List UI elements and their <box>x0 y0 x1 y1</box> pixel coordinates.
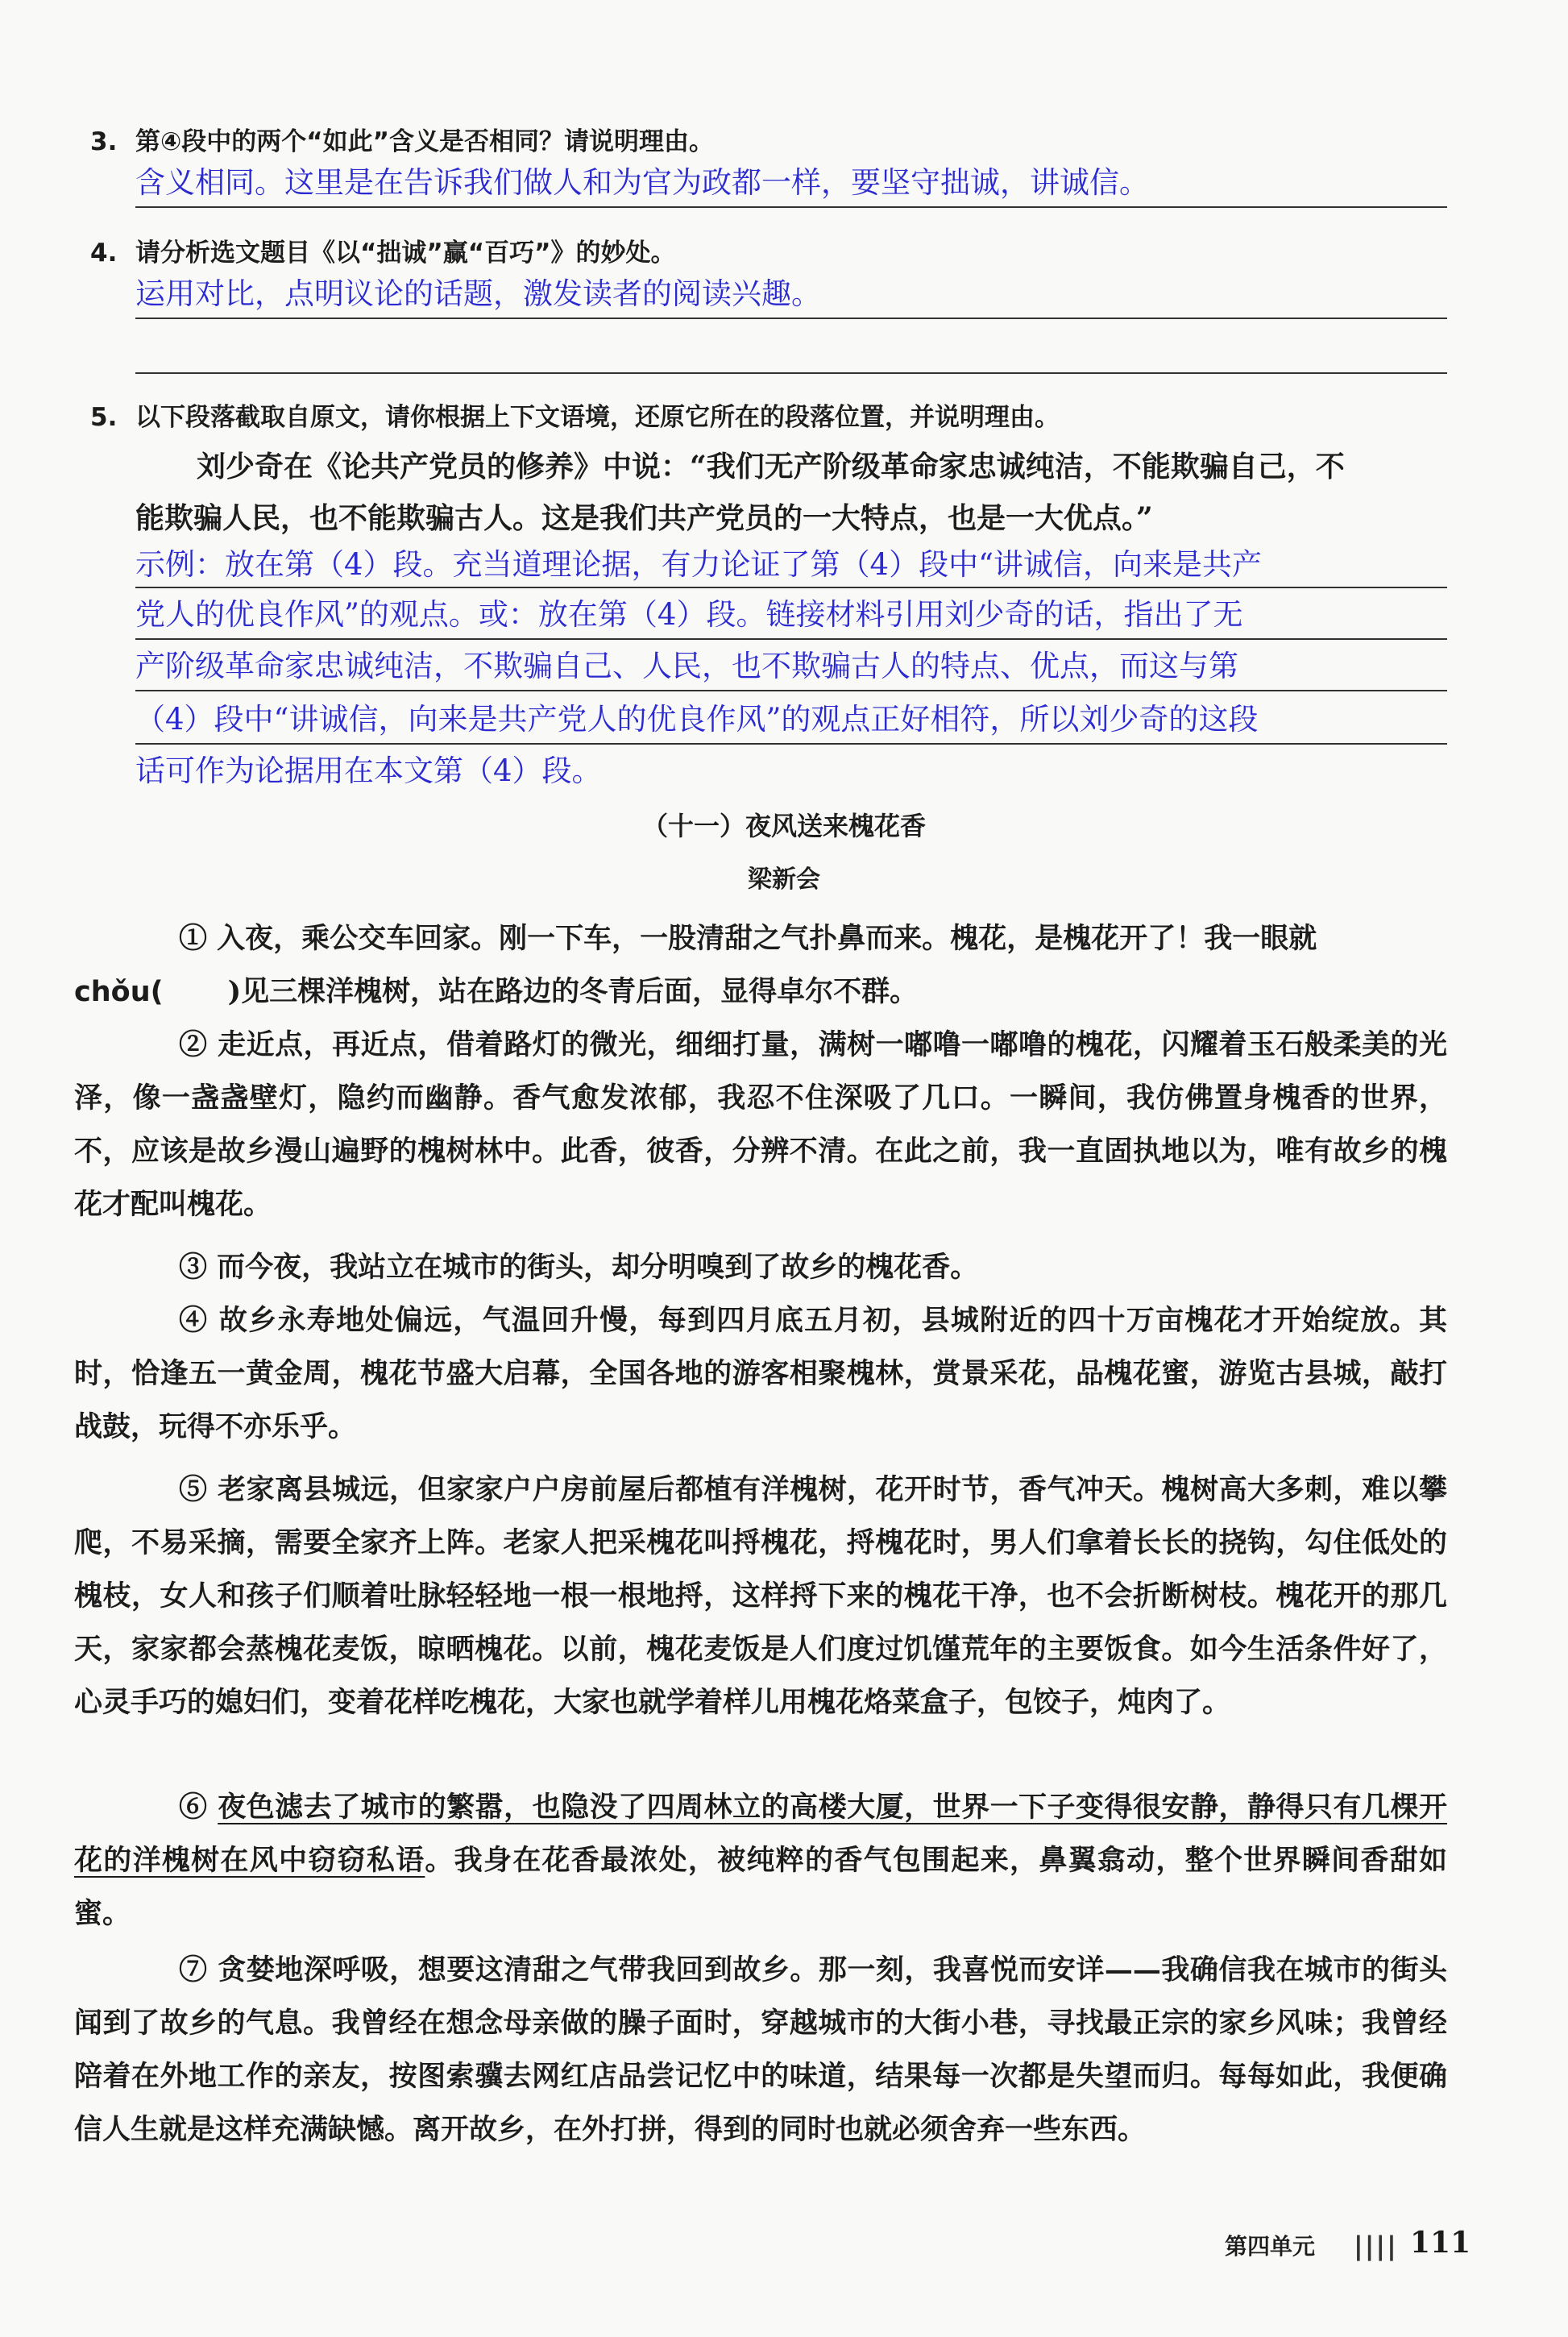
paragraph-3: ③ 而今夜，我站立在城市的街头，却分明嗅到了故乡的槐花香。 <box>179 1251 979 1284</box>
underlined-sentence: 夜色滤去了城市的繁嚣，也隐没了四周林立的高楼大厦，世界一下子变得很安静，静得只有几棵开花的洋槐树在风中窃窃私语 <box>74 1791 1447 1877</box>
answer-line <box>135 318 1447 319</box>
quoted-passage-line-1: 刘少奇在《论共产党员的修养》中说：“我们无产阶级革命家忠诚纯洁，不能欺骗自己，不 <box>197 450 1345 484</box>
question-number: 3. <box>90 127 118 156</box>
paragraph-5: ⑤ 老家离县城远，但家家户户房前屋后都植有洋槐树，花开时节，香气冲天。槐树高大多刺，难以攀爬，不易采摘，需要全家齐上阵。老家人把采槐花叫捋槐花，捋槐花时，男人们拿着长长的挠钩，勾住低处的槐枝，女人和孩子们顺着吐脉轻轻地一根一根地捋，这样捋下来的槐花干净，也不会折断树枝。槐花开的那几天，家家都会蒸槐花麦饭，晾晒槐花。以前，槐花麦饭是人们度过饥馑荒年的主要饭食。如今生活条件好了，心灵手巧的媳妇们，变着花样吃槐花，大家也就学着样儿用槐花烙菜盒子，包饺子，炖肉了。 <box>74 1473 1447 1719</box>
paragraph-1-text: ① 入夜，乘公交车回家。刚一下车，一股清甜之气扑鼻而来。槐花，是槐花开了！我一眼就 <box>179 922 1317 955</box>
answer-line <box>135 690 1447 691</box>
pinyin-blank[interactable] <box>74 976 228 1008</box>
answer-5-line-3: 产阶级革命家忠诚纯洁，不欺骗自己、人民，也不欺骗古人的特点、优点，而这与第 <box>135 649 1238 683</box>
footer-bars-icon: |||| <box>1354 2231 1398 2261</box>
answer-4: 运用对比，点明议论的话题，激发读者的阅读兴趣。 <box>135 276 821 311</box>
answer-3: 含义相同。这里是在告诉我们做人和为官为政都一样，要坚守拙诚，讲诚信。 <box>135 165 1149 200</box>
paragraph-2: ② 走近点，再近点，借着路灯的微光，细细打量，满树一嘟噜一嘟噜的槐花，闪耀着玉石般柔美的光泽，像一盏盏壁灯，隐约而幽静。香气愈发浓郁，我忍不住深吸了几口。一瞬间，我仿佛置身槐香的世界，不，应该是故乡漫山遍野的槐树林中。此香，彼香，分辨不清。在此之前，我一直固执地以为，唯有故乡的槐花才配叫槐花。 <box>74 1028 1447 1221</box>
question-number: 5. <box>90 403 118 432</box>
answer-line <box>135 743 1447 745</box>
answer-line <box>135 638 1447 640</box>
question-text: 请分析选文题目《以“拙诚”赢“百巧”》的妙处。 <box>135 239 676 268</box>
unit-label: 第四单元 <box>1225 2233 1316 2260</box>
answer-5-line-4: （4）段中“讲诚信，向来是共产党人的优良作风”的观点正好相符，所以刘少奇的这段 <box>135 702 1259 737</box>
article-author: 梁新会 <box>748 865 820 894</box>
paragraph-6-prefix: ⑥ <box>179 1791 218 1824</box>
answer-5-line-2: 党人的优良作风”的观点。或：放在第（4）段。链接材料引用刘少奇的话，指出了无 <box>135 597 1243 632</box>
paragraph-7: ⑦ 贪婪地深呼吸，想要这清甜之气带我回到故乡。那一刻，我喜悦而安详——我确信我在城市的街头闻到了故乡的气息。我曾经在想念母亲做的臊子面时，穿越城市的大街小巷，寻找最正宗的家乡风味；我曾经陪着在外地工作的亲友，按图索骥去网红店品尝记忆中的味道，结果每一次都是失望而归。每每如此，我便确信人生就是这样充满缺憾。离开故乡，在外打拼，得到的同时也就必须舍弃一些东西。 <box>74 1953 1447 2146</box>
pinyin-text: chǒu( <box>74 976 164 1008</box>
paragraph-1 <box>74 912 1447 1019</box>
question-5 <box>90 396 1060 433</box>
question-3 <box>90 121 714 157</box>
answer-line <box>135 206 1447 208</box>
paragraph-6 <box>74 1781 1447 1941</box>
article-title: （十一）夜风送来槐花香 <box>641 811 926 841</box>
answer-5-line-5: 话可作为论据用在本文第（4）段。 <box>135 753 602 788</box>
answer-line <box>135 587 1447 588</box>
answer-5-line-1: 示例：放在第（4）段。充当道理论据，有力论证了第（4）段中“讲诚信，向来是共产 <box>135 547 1262 582</box>
question-number: 4. <box>90 239 118 268</box>
page-number: 111 <box>1410 2226 1471 2260</box>
paragraph-4: ④ 故乡永寿地处偏远，气温回升慢，每到四月底五月初，县城附近的四十万亩槐花才开始绽放。其时，恰逢五一黄金周，槐花节盛大启幕，全国各地的游客相聚槐林，赏景采花，品槐花蜜，游览古县城，敲打战鼓，玩得不亦乐乎。 <box>74 1304 1447 1443</box>
question-4 <box>90 232 676 268</box>
answer-line <box>135 372 1447 374</box>
quoted-passage-line-2: 能欺骗人民，也不能欺骗古人。这是我们共产党员的一大特点，也是一大优点。” <box>135 501 1153 535</box>
paragraph-1-rest: )见三棵洋槐树，站在路边的冬青后面，显得卓尔不群。 <box>227 975 919 1008</box>
question-text: 第④段中的两个“如此”含义是否相同？请说明理由。 <box>135 127 714 156</box>
question-text: 以下段落截取自原文，请你根据上下文语境，还原它所在的段落位置，并说明理由。 <box>135 403 1060 432</box>
paragraph-6-rest: 。我身在花香最浓处，被纯粹的香气包围起来，鼻翼翕动，整个世界瞬间香甜如蜜。 <box>74 1844 1447 1930</box>
